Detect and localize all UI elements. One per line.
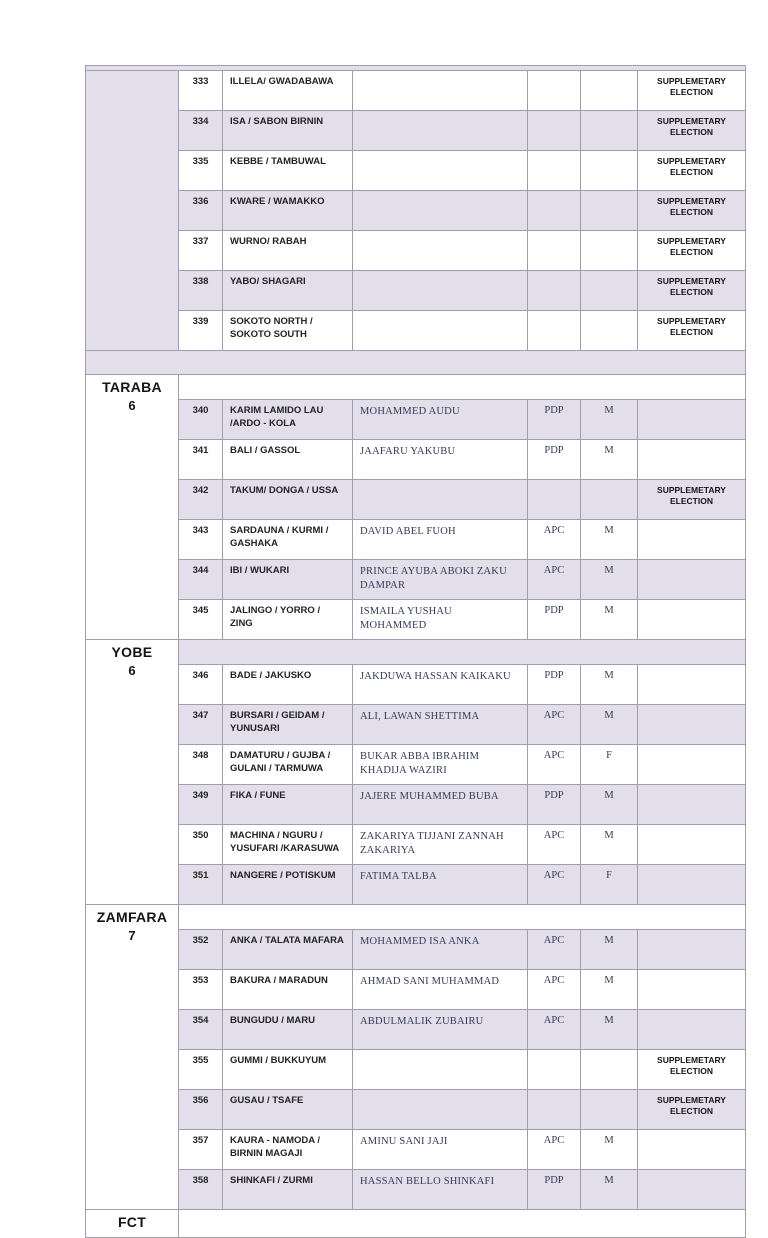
gender-cell: M (581, 400, 638, 440)
serial-number-cell: 343 (179, 520, 223, 560)
party-cell (528, 71, 581, 111)
candidate-cell: MOHAMMED ISA ANKA (353, 930, 528, 970)
gender-cell: M (581, 1010, 638, 1050)
constituency-cell: GUMMI / BUKKUYUM (223, 1050, 353, 1090)
gender-cell (581, 1050, 638, 1090)
remark-cell (638, 520, 746, 560)
gender-cell (581, 71, 638, 111)
party-cell (528, 311, 581, 351)
candidate-cell (353, 1090, 528, 1130)
gender-cell: M (581, 705, 638, 745)
constituency-cell: KARIM LAMIDO LAU /ARDO - KOLA (223, 400, 353, 440)
party-cell: APC (528, 970, 581, 1010)
table-row (86, 480, 746, 520)
gender-cell: M (581, 825, 638, 865)
serial-number-cell: 336 (179, 191, 223, 231)
remark-cell: SUPPLEMETARY ELECTION (638, 1090, 746, 1130)
candidate-cell: BUKAR ABBA IBRAHIM KHADIJA WAZIRI (353, 745, 528, 785)
table-row (86, 705, 746, 745)
state-name: ZAMFARA (96, 909, 168, 925)
party-cell: PDP (528, 785, 581, 825)
state-cell (86, 905, 179, 1210)
candidate-cell (353, 151, 528, 191)
section-header-strip (179, 375, 746, 400)
remark-cell (638, 1130, 746, 1170)
gender-cell: F (581, 745, 638, 785)
remark-cell (638, 1010, 746, 1050)
gender-cell: M (581, 1170, 638, 1210)
party-cell (528, 1050, 581, 1090)
gender-cell (581, 480, 638, 520)
state-cell (86, 1210, 179, 1238)
candidate-cell: MOHAMMED AUDU (353, 400, 528, 440)
gender-cell: M (581, 930, 638, 970)
constituency-cell: BURSARI / GEIDAM / YUNUSARI (223, 705, 353, 745)
constituency-cell: WURNO/ RABAH (223, 231, 353, 271)
serial-number-cell: 350 (179, 825, 223, 865)
gender-cell (581, 151, 638, 191)
constituency-cell: NANGERE / POTISKUM (223, 865, 353, 905)
section-header-strip (179, 640, 746, 665)
remark-cell: SUPPLEMETARY ELECTION (638, 111, 746, 151)
serial-number-cell: 356 (179, 1090, 223, 1130)
gender-cell: M (581, 440, 638, 480)
remark-cell (638, 970, 746, 1010)
table-row (86, 231, 746, 271)
constituency-cell: KEBBE / TAMBUWAL (223, 151, 353, 191)
serial-number-cell: 352 (179, 930, 223, 970)
serial-number-cell: 347 (179, 705, 223, 745)
constituency-cell: ILLELA/ GWADABAWA (223, 71, 353, 111)
party-cell: APC (528, 865, 581, 905)
state-name: TARABA (102, 379, 162, 395)
serial-number-cell: 339 (179, 311, 223, 351)
remark-cell: SUPPLEMETARY ELECTION (638, 1050, 746, 1090)
constituency-cell: GUSAU / TSAFE (223, 1090, 353, 1130)
gender-cell (581, 231, 638, 271)
constituency-cell: SARDAUNA / KURMI / GASHAKA (223, 520, 353, 560)
constituency-cell: BUNGUDU / MARU (223, 1010, 353, 1050)
gender-cell: M (581, 600, 638, 640)
constituency-cell: SOKOTO NORTH / SOKOTO SOUTH (223, 311, 353, 351)
party-cell: APC (528, 1010, 581, 1050)
table-row (86, 970, 746, 1010)
candidate-cell: ALI, LAWAN SHETTIMA (353, 705, 528, 745)
constituency-cell: SHINKAFI / ZURMI (223, 1170, 353, 1210)
section-header-strip (179, 905, 746, 930)
serial-number-cell: 353 (179, 970, 223, 1010)
party-cell: APC (528, 520, 581, 560)
results-table (85, 65, 746, 1238)
serial-number-cell: 355 (179, 1050, 223, 1090)
party-cell: PDP (528, 600, 581, 640)
gender-cell: M (581, 665, 638, 705)
candidate-cell (353, 191, 528, 231)
constituency-cell: BAKURA / MARADUN (223, 970, 353, 1010)
party-cell (528, 271, 581, 311)
remark-cell: SUPPLEMETARY ELECTION (638, 480, 746, 520)
serial-number-cell: 351 (179, 865, 223, 905)
constituency-cell: ANKA / TALATA MAFARA (223, 930, 353, 970)
section-header-row (86, 375, 746, 400)
candidate-cell (353, 311, 528, 351)
state-name: YOBE (111, 644, 153, 660)
constituency-cell: IBI / WUKARI (223, 560, 353, 600)
state-name: FCT (117, 1214, 147, 1230)
table-row (86, 191, 746, 231)
party-cell (528, 480, 581, 520)
table-row (86, 71, 746, 111)
section-header-row (86, 905, 746, 930)
serial-number-cell: 345 (179, 600, 223, 640)
serial-number-cell: 337 (179, 231, 223, 271)
constituency-cell: YABO/ SHAGARI (223, 271, 353, 311)
remark-cell (638, 600, 746, 640)
table-row (86, 1170, 746, 1210)
table-row (86, 271, 746, 311)
table-row (86, 600, 746, 640)
party-cell: APC (528, 930, 581, 970)
constituency-cell: KAURA - NAMODA / BIRNIN MAGAJI (223, 1130, 353, 1170)
remark-cell (638, 440, 746, 480)
candidate-cell: FATIMA TALBA (353, 865, 528, 905)
party-cell: PDP (528, 665, 581, 705)
candidate-cell: ABDULMALIK ZUBAIRU (353, 1010, 528, 1050)
gender-cell: M (581, 1130, 638, 1170)
remark-cell (638, 825, 746, 865)
serial-number-cell: 348 (179, 745, 223, 785)
party-cell: PDP (528, 1170, 581, 1210)
serial-number-cell: 358 (179, 1170, 223, 1210)
table-row (86, 151, 746, 191)
state-cell (86, 375, 179, 640)
party-cell: APC (528, 825, 581, 865)
serial-number-cell: 341 (179, 440, 223, 480)
table-row (86, 665, 746, 705)
remark-cell (638, 705, 746, 745)
table-row (86, 400, 746, 440)
gender-cell (581, 271, 638, 311)
candidate-cell: JAAFARU YAKUBU (353, 440, 528, 480)
candidate-cell: JAJERE MUHAMMED BUBA (353, 785, 528, 825)
gender-cell: M (581, 520, 638, 560)
remark-cell (638, 560, 746, 600)
state-seat-count: 6 (128, 663, 136, 678)
constituency-cell: JALINGO / YORRO / ZING (223, 600, 353, 640)
gender-cell (581, 111, 638, 151)
state-seat-count: 7 (128, 928, 136, 943)
party-cell: APC (528, 560, 581, 600)
table-row (86, 1090, 746, 1130)
results-table-wrapper (85, 65, 746, 1238)
candidate-cell: AHMAD SANI MUHAMMAD (353, 970, 528, 1010)
party-cell: APC (528, 1130, 581, 1170)
constituency-cell: MACHINA / NGURU / YUSUFARI /KARASUWA (223, 825, 353, 865)
serial-number-cell: 334 (179, 111, 223, 151)
candidate-cell (353, 480, 528, 520)
state-cell (86, 71, 179, 351)
state-seat-count: 6 (128, 398, 136, 413)
remark-cell (638, 745, 746, 785)
table-row (86, 930, 746, 970)
serial-number-cell: 357 (179, 1130, 223, 1170)
remark-cell: SUPPLEMETARY ELECTION (638, 271, 746, 311)
party-cell (528, 151, 581, 191)
table-row (86, 865, 746, 905)
candidate-cell: AMINU SANI JAJI (353, 1130, 528, 1170)
section-spacer (86, 351, 746, 375)
gender-cell: M (581, 560, 638, 600)
remark-cell: SUPPLEMETARY ELECTION (638, 191, 746, 231)
party-cell (528, 1090, 581, 1130)
constituency-cell: ISA / SABON BIRNIN (223, 111, 353, 151)
constituency-cell: DAMATURU / GUJBA / GULANI / TARMUWA (223, 745, 353, 785)
serial-number-cell: 335 (179, 151, 223, 191)
serial-number-cell: 333 (179, 71, 223, 111)
gender-cell: F (581, 865, 638, 905)
constituency-cell: BADE / JAKUSKO (223, 665, 353, 705)
constituency-cell: FIKA / FUNE (223, 785, 353, 825)
serial-number-cell: 340 (179, 400, 223, 440)
table-row (86, 1010, 746, 1050)
serial-number-cell: 342 (179, 480, 223, 520)
candidate-cell (353, 71, 528, 111)
constituency-cell: BALI / GASSOL (223, 440, 353, 480)
gender-cell: M (581, 785, 638, 825)
serial-number-cell: 344 (179, 560, 223, 600)
candidate-cell (353, 111, 528, 151)
table-row (86, 1050, 746, 1090)
remark-cell (638, 865, 746, 905)
state-cell (86, 640, 179, 905)
remark-cell (638, 1170, 746, 1210)
party-cell: PDP (528, 440, 581, 480)
table-row (86, 520, 746, 560)
candidate-cell (353, 1050, 528, 1090)
party-cell: PDP (528, 400, 581, 440)
table-row (86, 111, 746, 151)
remark-cell: SUPPLEMETARY ELECTION (638, 311, 746, 351)
serial-number-cell: 338 (179, 271, 223, 311)
table-row (86, 440, 746, 480)
candidate-cell: JAKDUWA HASSAN KAIKAKU (353, 665, 528, 705)
gender-cell (581, 311, 638, 351)
candidate-cell: ISMAILA YUSHAU MOHAMMED (353, 600, 528, 640)
table-row (86, 825, 746, 865)
party-cell (528, 231, 581, 271)
remark-cell: SUPPLEMETARY ELECTION (638, 151, 746, 191)
serial-number-cell: 354 (179, 1010, 223, 1050)
remark-cell: SUPPLEMETARY ELECTION (638, 231, 746, 271)
section-header-row (86, 640, 746, 665)
table-row (86, 1130, 746, 1170)
serial-number-cell: 346 (179, 665, 223, 705)
remark-cell (638, 665, 746, 705)
gender-cell (581, 191, 638, 231)
remark-cell (638, 930, 746, 970)
party-cell (528, 191, 581, 231)
constituency-cell: KWARE / WAMAKKO (223, 191, 353, 231)
table-row (86, 311, 746, 351)
section-header-row (86, 1210, 746, 1238)
party-cell (528, 111, 581, 151)
remark-cell (638, 400, 746, 440)
candidate-cell: DAVID ABEL FUOH (353, 520, 528, 560)
gender-cell: M (581, 970, 638, 1010)
table-row (86, 745, 746, 785)
party-cell: APC (528, 705, 581, 745)
remark-cell (638, 785, 746, 825)
party-cell: APC (528, 745, 581, 785)
gender-cell (581, 1090, 638, 1130)
section-header-strip (179, 1210, 746, 1238)
candidate-cell (353, 271, 528, 311)
candidate-cell (353, 231, 528, 271)
candidate-cell: ZAKARIYA TIJJANI ZANNAH ZAKARIYA (353, 825, 528, 865)
serial-number-cell: 349 (179, 785, 223, 825)
remark-cell: SUPPLEMETARY ELECTION (638, 71, 746, 111)
table-row (86, 560, 746, 600)
candidate-cell: HASSAN BELLO SHINKAFI (353, 1170, 528, 1210)
table-row (86, 785, 746, 825)
candidate-cell: PRINCE AYUBA ABOKI ZAKU DAMPAR (353, 560, 528, 600)
constituency-cell: TAKUM/ DONGA / USSA (223, 480, 353, 520)
